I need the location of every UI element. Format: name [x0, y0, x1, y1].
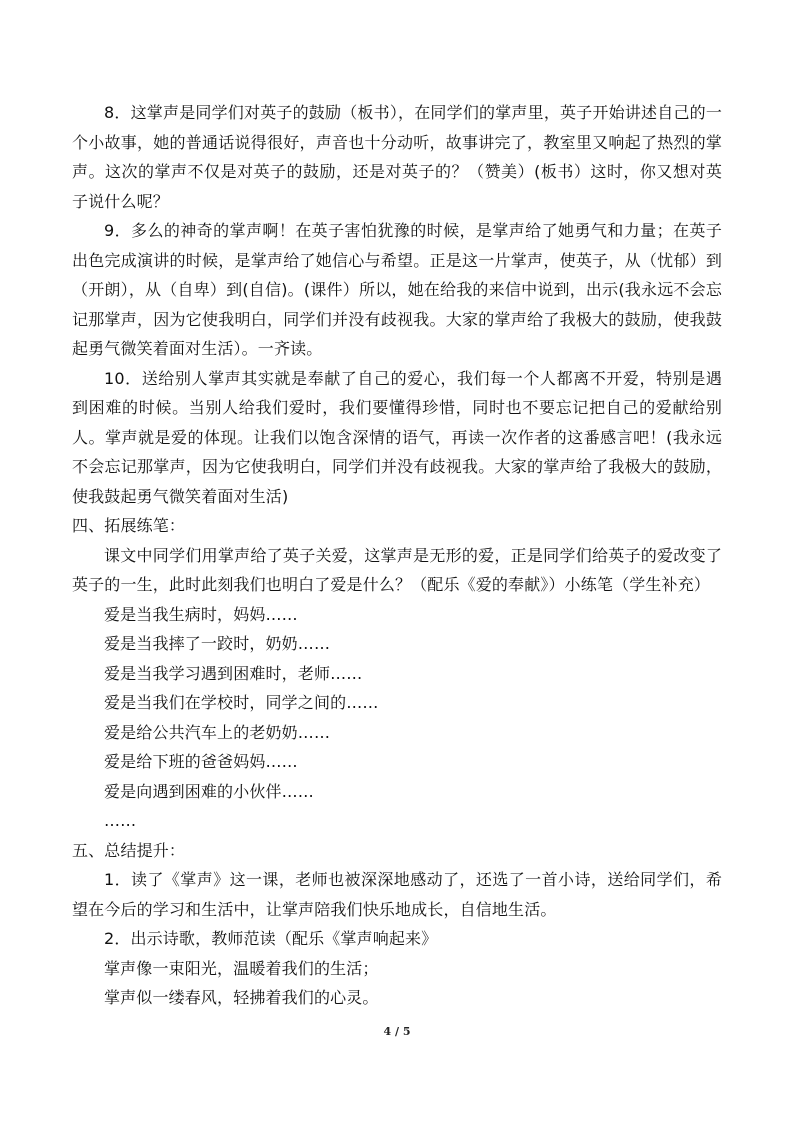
love-line: 爱是当我生病时，妈妈…… [104, 604, 298, 624]
section-5-heading: 五、总结提升： [72, 840, 186, 860]
section-5-item-1: 1．读了《掌声》这一课，老师也被深深地感动了，还选了一首小诗，送给同学们，希望在今后的学习和生活中，让掌声陪我们快乐地成长，自信地生活。 [72, 870, 722, 919]
love-line: 爱是当我们在学校时，同学之间的…… [104, 693, 379, 712]
section-4-intro: 课文中同学们用掌声给了英子关爱，这掌声是无形的爱，正是同学们给英子的爱改变了英子的一生，此时此刻我们也明白了爱是什么？（配乐《爱的奉献》）小练笔（学生补充） [72, 545, 722, 594]
paragraph-9: 9．多么的神奇的掌声啊！在英子害怕犹豫的时候，是掌声给了她勇气和力量；在英子出色完成演讲的时候，是掌声给了她信心与希望。正是这一片掌声，使英子，从（忧郁）到（开朗），从（自卑）到(自信)。(课件）所以，她在给我的来信中说到，出示(我永远不会忘记那掌声，因为它使我明白，同学们并没有歧视我。大家的掌声给了我极大的鼓励，使我鼓起勇气微笑着面对生活）。一齐读。 [72, 221, 722, 358]
paragraph-8: 8．这掌声是同学们对英子的鼓励（板书），在同学们的掌声里，英子开始讲述自己的一个小故事，她的普通话说得很好，声音也十分动听，故事讲完了，教室里又响起了热烈的掌声。这次的掌声不仅是对英子的鼓励，还是对英子的？（赞美）(板书）这时，你又想对英子说什么呢？ [72, 103, 722, 211]
love-line: 爱是当我学习遇到困难时，老师…… [104, 663, 363, 683]
section-5-item-2: 2．出示诗歌，教师范读（配乐《掌声响起来》 [104, 929, 438, 948]
poem-line: 掌声像一束阳光，温暖着我们的生活； [104, 958, 379, 978]
poem-line: 掌声似一缕春风，轻拂着我们的心灵。 [104, 988, 379, 1007]
love-line: 爱是向遇到困难的小伙伴…… [104, 781, 314, 801]
love-line: 爱是给公共汽车上的老奶奶…… [104, 722, 331, 742]
love-line: 爱是给下班的爸爸妈妈…… [104, 752, 298, 771]
page-number: 4 / 5 [383, 1025, 411, 1038]
love-line: 爱是当我摔了一跤时，奶奶…… [104, 634, 331, 653]
ellipsis-line: …… [104, 811, 137, 830]
document-body [72, 98, 722, 1013]
paragraph-10: 10．送给别人掌声其实就是奉献了自己的爱心，我们每一个人都离不开爱，特别是遇到困难的时候。当别人给我们爱时，我们要懂得珍惜，同时也不要忘记把自己的爱献给别人。掌声就是爱的体现。让我们以饱含深情的语气，再读一次作者的这番感言吧！(我永远不会忘记那掌声，因为它使我明白，同学们并没有歧视我。大家的掌声给了我极大的鼓励，使我鼓起勇气微笑着面对生活) [72, 368, 722, 506]
section-4-heading: 四、拓展练笔： [72, 516, 186, 535]
